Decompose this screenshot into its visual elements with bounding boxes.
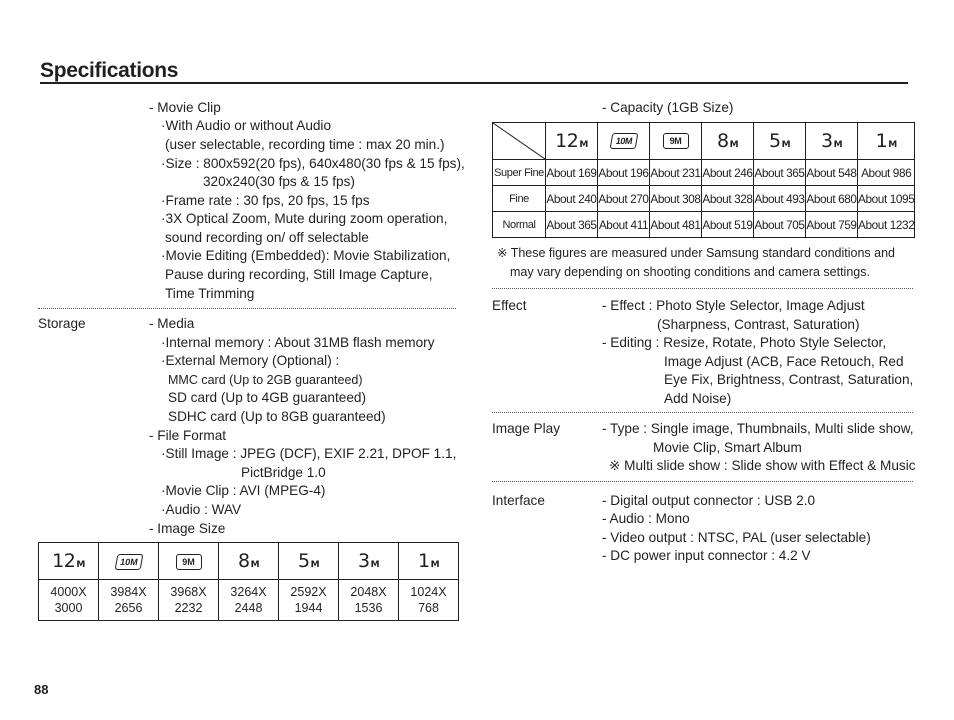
spec-line: SDHC card (Up to 8GB guaranteed): [168, 409, 386, 424]
spec-line: - Audio : Mono: [602, 511, 690, 526]
spec-line: ·Movie Clip : AVI (MPEG-4): [161, 483, 326, 498]
size-value-cell: 2048X 1536: [339, 580, 399, 621]
divider: [492, 481, 913, 482]
size-value-cell: 3264X 2448: [219, 580, 279, 621]
size-icon-cell: [99, 543, 159, 580]
capacity-cell: About 1232: [858, 212, 915, 238]
spec-line: sound recording on/ off selectable: [165, 230, 369, 245]
page-title: Specifications: [40, 59, 179, 82]
size-value-cell: 1024X 768: [399, 580, 459, 621]
size-icon-cell: [754, 123, 806, 160]
spec-line: ·External Memory (Optional) :: [161, 353, 340, 368]
size-icon-cell: [399, 543, 459, 580]
table-corner-cell: [493, 123, 546, 160]
capacity-cell: About 493: [754, 186, 806, 212]
capacity-cell: About 519: [702, 212, 754, 238]
capacity-table: [492, 122, 915, 238]
capacity-cell: About 365: [754, 160, 806, 186]
capacity-cell: About 308: [650, 186, 702, 212]
9m-icon: 9M: [663, 133, 689, 149]
spec-line: ·Internal memory : About 31MB flash memory: [161, 335, 435, 350]
capacity-cell: About 246: [702, 160, 754, 186]
spec-line: Add Noise): [664, 391, 732, 406]
size-icon-cell: [598, 123, 650, 160]
5m-icon: 5M: [768, 130, 791, 152]
size-icon-cell: [702, 123, 754, 160]
spec-line: Eye Fix, Brightness, Contrast, Saturation,: [664, 372, 914, 387]
title-rule: [40, 82, 908, 84]
capacity-cell: About 705: [754, 212, 806, 238]
capacity-cell: About 481: [650, 212, 702, 238]
capacity-cell: About 680: [806, 186, 858, 212]
page-number: 88: [34, 682, 49, 697]
spec-line: ·Still Image : JPEG (DCF), EXIF 2.21, DPOF 1.1,: [161, 446, 457, 461]
spec-line: ·Movie Editing (Embedded): Movie Stabilization,: [161, 248, 451, 263]
size-icon-cell: [39, 543, 99, 580]
spec-line: MMC card (Up to 2GB guaranteed): [168, 373, 363, 387]
effect-label: Effect: [492, 298, 527, 313]
divider: [38, 308, 456, 309]
image-play-label: Image Play: [492, 421, 561, 436]
spec-line: - Effect : Photo Style Selector, Image Adjust: [602, 298, 865, 313]
spec-line: - Image Size: [149, 521, 226, 536]
size-value-cell: 2592X 1944: [279, 580, 339, 621]
interface-label: Interface: [492, 493, 545, 508]
spec-line: SD card (Up to 4GB guaranteed): [168, 390, 366, 405]
table-row: [493, 212, 915, 238]
table-row: [493, 160, 915, 186]
spec-line: Time Trimming: [165, 286, 255, 301]
12m-icon: 12M: [555, 130, 588, 152]
1m-icon: 1M: [875, 130, 897, 152]
3m-icon: 3M: [357, 550, 380, 572]
divider: [492, 412, 913, 413]
spec-line: - Video output : NTSC, PAL (user selectable): [602, 530, 871, 545]
size-value-cell: 3968X 2232: [159, 580, 219, 621]
size-icon-cell: [159, 543, 219, 580]
10m-wide-icon: 10M: [609, 133, 638, 149]
spec-line: ·3X Optical Zoom, Mute during zoom operation,: [161, 211, 448, 226]
capacity-cell: About 548: [806, 160, 858, 186]
spec-line: - Editing : Resize, Rotate, Photo Style Selector,: [602, 335, 887, 350]
capacity-cell: About 240: [546, 186, 598, 212]
spec-line: - DC power input connector : 4.2 V: [602, 548, 811, 563]
capacity-cell: About 411: [598, 212, 650, 238]
spec-line: ·With Audio or without Audio: [161, 118, 332, 133]
5m-icon: 5M: [297, 550, 320, 572]
spec-line: - Digital output connector : USB 2.0: [602, 493, 816, 508]
size-icon-cell: [858, 123, 915, 160]
quality-label: Normal: [493, 212, 546, 238]
capacity-cell: About 270: [598, 186, 650, 212]
quality-label: Fine: [493, 186, 546, 212]
capacity-heading: - Capacity (1GB Size): [602, 100, 734, 115]
size-icon-cell: [546, 123, 598, 160]
spec-line: Image Adjust (ACB, Face Retouch, Red: [664, 354, 904, 369]
3m-icon: 3M: [820, 130, 843, 152]
spec-line: 320x240(30 fps & 15 fps): [203, 174, 355, 189]
divider: [492, 288, 913, 289]
spec-line: - Type : Single image, Thumbnails, Multi slide show,: [602, 421, 914, 436]
1m-icon: 1M: [417, 550, 440, 572]
note-line: ※ These figures are measured under Samsung standard conditions and: [497, 246, 895, 260]
image-size-table: [38, 542, 459, 621]
note-line: may vary depending on shooting conditions and camera settings.: [510, 265, 870, 279]
capacity-cell: About 231: [650, 160, 702, 186]
capacity-cell: About 759: [806, 212, 858, 238]
9m-icon: 9M: [176, 554, 202, 570]
spec-line: - Media: [149, 316, 195, 331]
spec-line: (Sharpness, Contrast, Saturation): [657, 317, 860, 332]
capacity-cell: About 1095: [858, 186, 915, 212]
size-icon-cell: [219, 543, 279, 580]
8m-icon: 8M: [237, 550, 260, 572]
8m-icon: 8M: [716, 130, 739, 152]
diagonal-line: [493, 123, 545, 159]
spec-line: (user selectable, recording time : max 20 min.): [165, 137, 445, 152]
spec-line: ·Size : 800x592(20 fps), 640x480(30 fps & 15 fps),: [161, 156, 465, 171]
size-icon-cell: [806, 123, 858, 160]
quality-label: Super Fine: [493, 160, 546, 186]
storage-label: Storage: [38, 316, 86, 331]
capacity-cell: About 169: [546, 160, 598, 186]
size-icon-cell: [339, 543, 399, 580]
spec-line: PictBridge 1.0: [241, 465, 326, 480]
capacity-cell: About 365: [546, 212, 598, 238]
capacity-cell: About 196: [598, 160, 650, 186]
capacity-cell: About 328: [702, 186, 754, 212]
size-icon-cell: [650, 123, 702, 160]
spec-line: ·Audio : WAV: [161, 502, 242, 517]
spec-line: ·Frame rate : 30 fps, 20 fps, 15 fps: [161, 193, 370, 208]
table-row: [493, 186, 915, 212]
spec-line: Movie Clip, Smart Album: [653, 440, 802, 455]
spec-line: ※ Multi slide show : Slide show with Effect & Music: [609, 458, 916, 473]
size-icon-cell: [279, 543, 339, 580]
size-value-cell: 4000X 3000: [39, 580, 99, 621]
capacity-cell: About 986: [858, 160, 915, 186]
spec-line: - File Format: [149, 428, 227, 443]
10m-wide-icon: 10M: [114, 554, 143, 570]
spec-line: - Movie Clip: [149, 100, 221, 115]
size-value-cell: 3984X 2656: [99, 580, 159, 621]
12m-icon: 12M: [52, 550, 85, 572]
spec-line: Pause during recording, Still Image Capture,: [165, 267, 433, 282]
